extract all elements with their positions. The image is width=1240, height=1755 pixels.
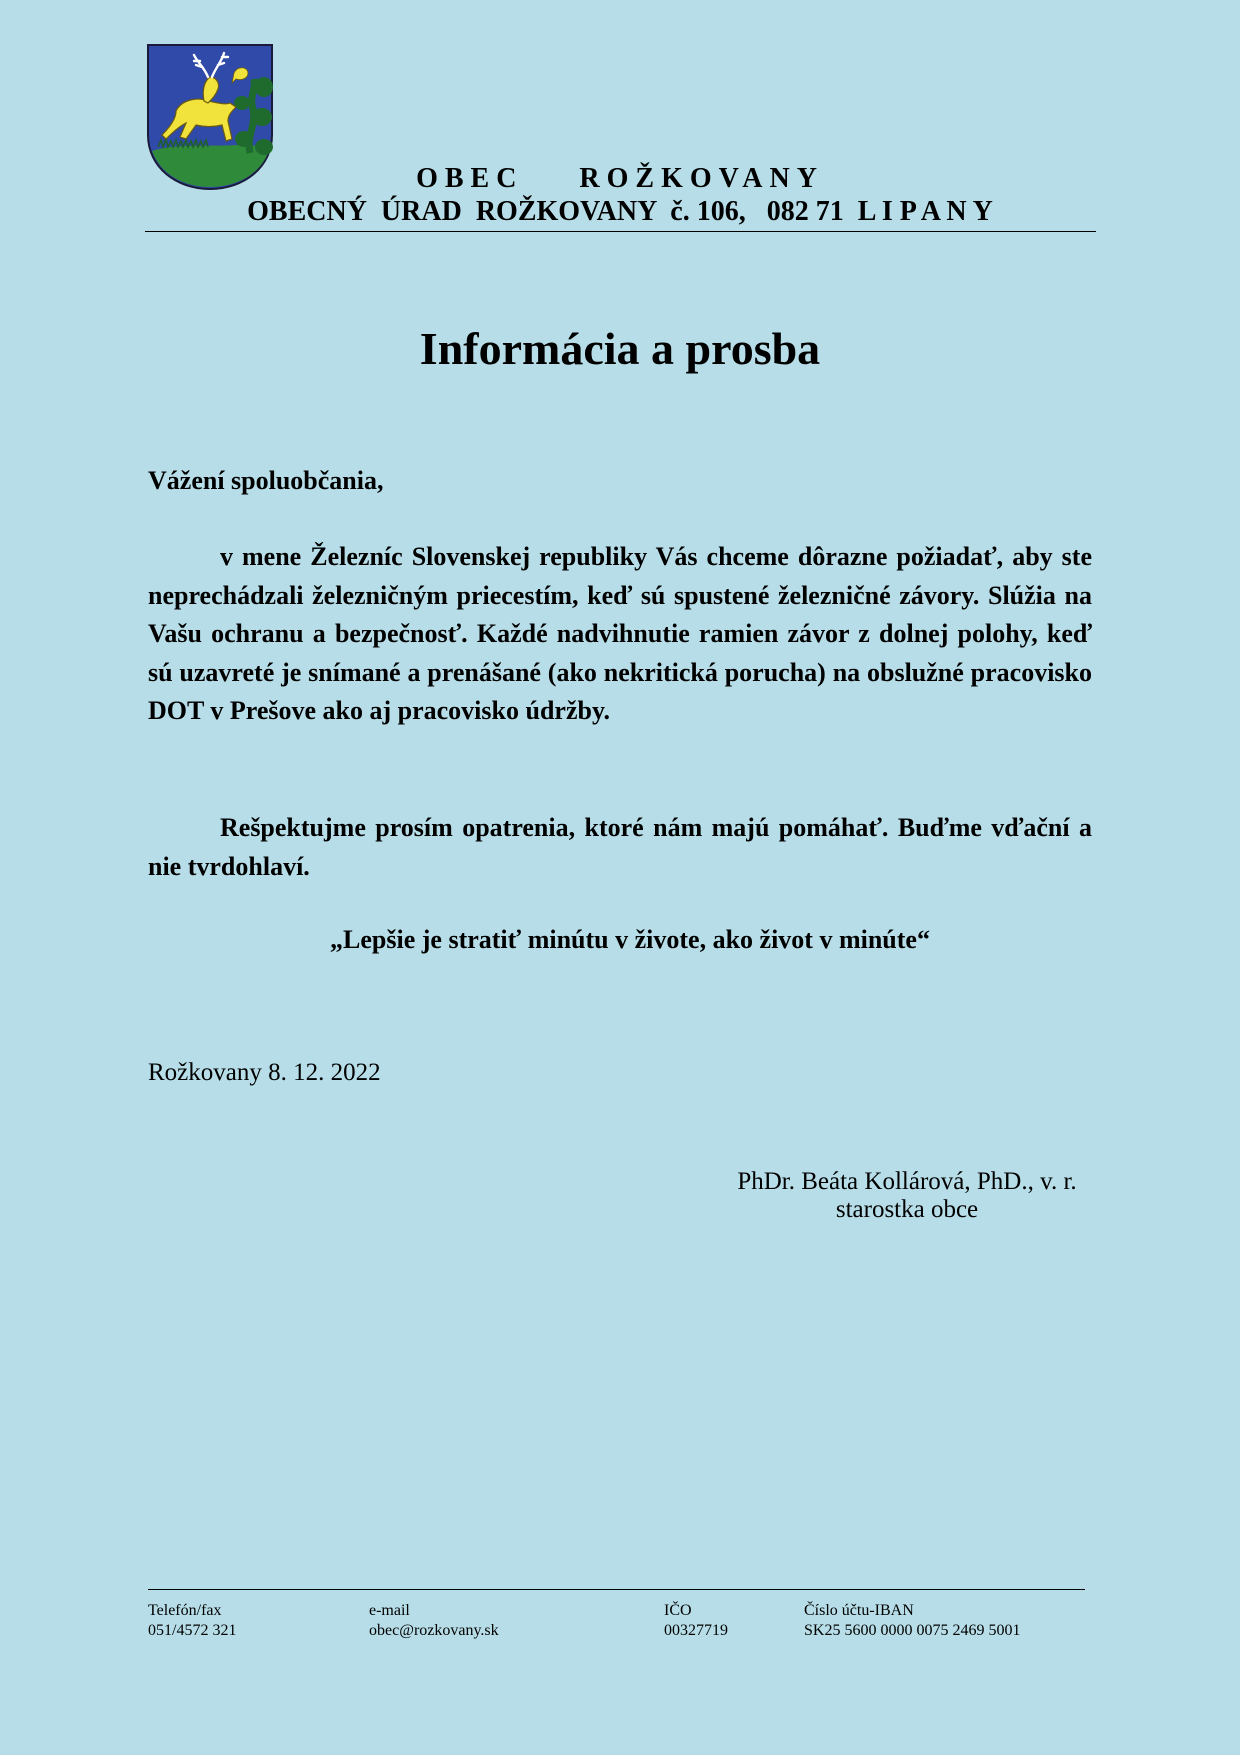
- footer-iban-label: Číslo účtu-IBAN: [804, 1602, 914, 1619]
- footer-iban-value: SK25 5600 0000 0075 2469 5001: [804, 1622, 1021, 1639]
- document-title: Informácia a prosba: [419, 323, 821, 374]
- office-address: OBECNÝ ÚRAD ROŽKOVANY č. 106, 082 71 L I P A N Y: [247, 196, 993, 227]
- signature-block: [700, 1168, 1114, 1224]
- footer-email-value[interactable]: obec@rozkovany.sk: [369, 1622, 499, 1639]
- footer-email: [369, 1601, 499, 1641]
- footer-ico-value: 00327719: [664, 1622, 728, 1639]
- safety-quote: „Lepšie je stratiť minútu v živote, ako život v minúte“: [330, 925, 930, 954]
- crest-tree-leaf: [235, 131, 253, 147]
- footer-divider: [148, 1589, 1085, 1590]
- footer-iban: [804, 1601, 1020, 1641]
- crest-tree-leaf: [252, 108, 272, 126]
- footer-phone: [148, 1601, 236, 1641]
- municipality-name: OBEC ROŽKOVANY: [416, 163, 824, 194]
- place-date: Rožkovany 8. 12. 2022: [148, 1059, 381, 1086]
- footer-ico: [664, 1601, 728, 1641]
- paragraph-respect: Rešpektujme prosím opatrenia, ktoré nám majú pomáhať. Buďme vďační a nie tvrdohlaví.: [148, 813, 1092, 881]
- crest-tree-leaf: [255, 77, 273, 97]
- signature-role: starostka obce: [835, 1196, 979, 1223]
- crest-tree-leaf: [234, 96, 250, 110]
- footer-email-label: e-mail: [369, 1602, 410, 1619]
- paragraph-request: v mene Železníc Slovenskej republiky Vás chceme dôrazne požiadať, aby ste neprechádzali železničným priecestím, keď sú spustené železničné závory. Slúžia na Vašu ochranu a bezpečnosť. Každé nadvihnutie ramien závor z dolnej polohy, keď sú uzavreté je snímané a prenášané (ako nekritická porucha) na obslužné pracovisko DOT v Prešove ako aj pracovisko údržby.: [148, 542, 1092, 725]
- footer-phone-label: Telefón/fax: [148, 1602, 222, 1619]
- footer-phone-value: 051/4572 321: [148, 1622, 237, 1639]
- header-divider: [145, 231, 1096, 232]
- footer-ico-label: IČO: [664, 1602, 692, 1619]
- crest-tree-leaf: [255, 139, 273, 155]
- greeting: Vážení spoluobčania,: [148, 466, 384, 495]
- signature-name: PhDr. Beáta Kollárová, PhD., v. r.: [737, 1168, 1077, 1195]
